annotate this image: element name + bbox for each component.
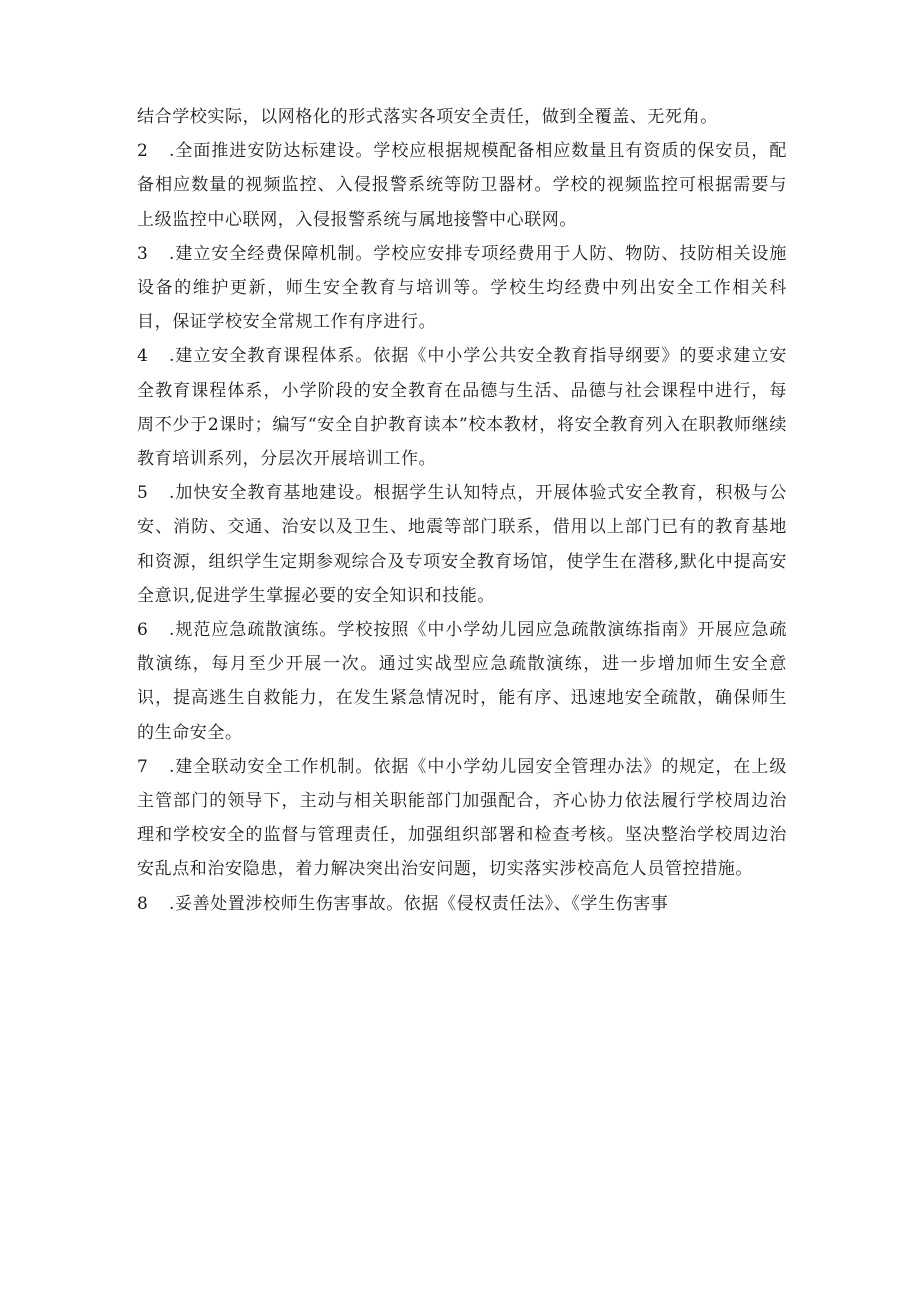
paragraph-text: .加快安全教育基地建设。根据学生认知特点，开展体验式安全教育，积极与公安、消防、交通、治安以及卫生、地震等部门联系，借用以上部门已有的教育基地和资源，组织学生定期参观综合及专项安全教育场馆，使学生在潜移,默化中提高安全意识,促进学生掌握必要的安全知识和技能。: [137, 483, 787, 606]
paragraph-text: .妥善处置涉校师生伤害事故。依据《侵权责任法》、《学生伤害事: [169, 893, 669, 914]
paragraph-item-6: [137, 613, 787, 750]
paragraph-text: .全面推进安防达标建设。学校应根据规模配备相应数量且有资质的保安员，配备相应数量的视频监控、入侵报警系统等防卫器材。学校的视频监控可根据需要与上级监控中心联网，入侵报警系统与属地接警中心联网。: [137, 141, 787, 230]
paragraph-item-2: [137, 134, 787, 237]
item-number: 6: [137, 620, 149, 641]
paragraph-text: .建全联动安全工作机制。依据《中小学幼儿园安全管理办法》的规定，在上级主管部门的领导下，主动与相关职能部门加强配合，齐心协力依法履行学校周边治理和学校安全的监督与管理责任，加强组织部署和检查考核。坚决整治学校周边治安乱点和治安隐患，着力解决突出治安问题，切实落实涉校高危人员管控措施。: [137, 756, 787, 880]
item-number: 4: [137, 346, 149, 367]
paragraph-item-8: [137, 887, 787, 921]
paragraph-item-3: [137, 237, 787, 340]
item-number: 5: [137, 483, 149, 504]
paragraph-text: .建立安全经费保障机制。学校应安排专项经费用于人防、物防、技防相关设施设备的维护更新，师生安全教育与培训等。学校生均经费中列出安全工作相关科目，保证学校安全常规工作有序进行。: [137, 243, 787, 333]
paragraph-item-5: [137, 476, 787, 613]
paragraph-item-7: [137, 750, 787, 887]
paragraph-text: .规范应急疏散演练。学校按照《中小学幼儿园应急疏散演练指南》开展应急疏散演练，每月至少开展一次。通过实战型应急疏散演练，进一步增加师生安全意识，提高逃生自救能力，在发生紧急情况时，能有序、迅速地安全疏散，确保师生的生命安全。: [137, 620, 787, 743]
item-number: 7: [137, 756, 149, 777]
paragraph-item-4: [137, 339, 787, 476]
item-number: 8: [137, 893, 149, 914]
paragraph-text: .建立安全教育课程体系。依据《中小学公共安全教育指导纲要》的要求建立安全教育课程体系，小学阶段的安全教育在品德与生活、品德与社会课程中进行，每周不少于2课时；编写“安全自护教育读本”校本教材，将安全教育列入在职教师继续教育培训系列，分层次开展培训工作。: [137, 346, 787, 470]
item-number: 3: [137, 243, 149, 264]
paragraph-continuation: [137, 100, 787, 134]
item-number: 2: [137, 141, 149, 162]
paragraph-text: 结合学校实际，以网格化的形式落实各项安全责任，做到全覆盖、无死角。: [137, 107, 718, 127]
document-page: [137, 100, 787, 921]
